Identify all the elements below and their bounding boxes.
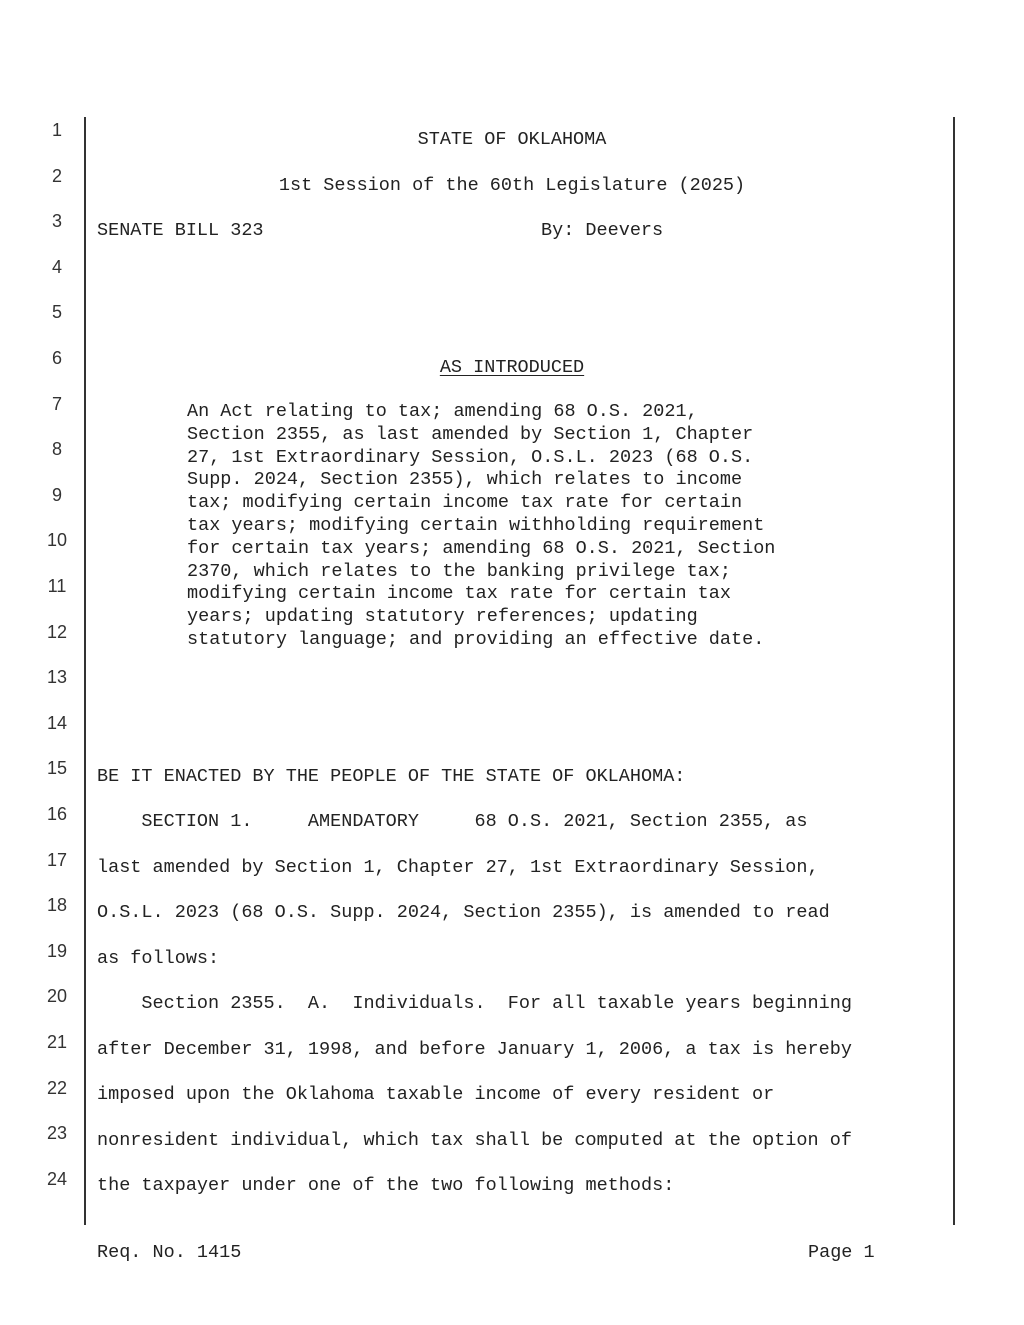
left-margin-rule: [84, 117, 86, 1225]
title-line: years; updating statutory references; updating: [187, 606, 698, 628]
line-number: 13: [46, 667, 68, 688]
title-line: tax years; modifying certain withholding requirement: [187, 514, 765, 536]
title-line: Supp. 2024, Section 2355), which relates to income: [187, 469, 743, 491]
body-line: imposed upon the Oklahoma taxable income of every resident or: [97, 1084, 775, 1105]
request-number: Req. No. 1415: [97, 1242, 242, 1263]
line-number: 20: [46, 986, 68, 1007]
title-line: for certain tax years; amending 68 O.S. 2021, Section: [187, 537, 776, 559]
bill-number: SENATE BILL 323: [97, 220, 264, 241]
title-line: statutory language; and providing an effective date.: [187, 628, 765, 650]
body-line: as follows:: [97, 947, 220, 969]
body-line: nonresident individual, which tax shall be computed at the option of: [97, 1129, 852, 1151]
status-label: AS INTRODUCED: [439, 357, 585, 378]
line-number: 23: [46, 1123, 68, 1144]
status-heading: [97, 357, 927, 379]
line-number: 19: [46, 940, 68, 961]
right-margin-rule: [953, 117, 955, 1225]
line-number: 3: [51, 211, 62, 232]
title-line: An Act relating to tax; amending 68 O.S. 2021,: [187, 401, 698, 422]
line-number: 15: [46, 758, 68, 779]
title-line: Section 2355, as last amended by Section 1, Chapter: [187, 423, 754, 445]
body-line: O.S.L. 2023 (68 O.S. Supp. 2024, Section 2355), is amended to read: [97, 902, 830, 923]
line-number: 6: [51, 348, 62, 368]
line-number: 10: [46, 530, 68, 551]
line-number: 24: [46, 1168, 68, 1189]
enacting-clause: BE IT ENACTED BY THE PEOPLE OF THE STATE OF OKLAHOMA:: [97, 766, 686, 787]
title-line: 27, 1st Extraordinary Session, O.S.L. 2023 (68 O.S.: [187, 446, 754, 468]
body-line: the taxpayer under one of the two following methods:: [97, 1175, 675, 1196]
page-number: Page 1: [808, 1242, 875, 1263]
body-line: after December 31, 1998, and before January 1, 2006, a tax is hereby: [97, 1038, 852, 1060]
line-number: 21: [46, 1032, 68, 1052]
line-number: 8: [51, 439, 62, 460]
title-line: tax; modifying certain income tax rate for certain: [187, 492, 743, 514]
line-number: 2: [51, 165, 62, 186]
line-number: 16: [46, 804, 68, 824]
body-line: Section 2355. A. Individuals. For all taxable years beginning: [97, 993, 852, 1014]
bill-author: By: Deevers: [541, 220, 664, 241]
line-number: 12: [46, 621, 68, 642]
line-number: 22: [46, 1077, 68, 1098]
line-number: 18: [46, 895, 68, 916]
session-heading: 1st Session of the 60th Legislature (2025): [278, 175, 746, 196]
line-number: 14: [46, 712, 68, 733]
line-number: 7: [51, 393, 62, 414]
state-heading: STATE OF OKLAHOMA: [417, 129, 607, 150]
line-number: 9: [51, 484, 62, 505]
line-number: 5: [51, 302, 62, 323]
body-line: SECTION 1. AMENDATORY 68 O.S. 2021, Section 2355, as: [97, 811, 808, 832]
bill-title: [187, 401, 775, 652]
title-line: modifying certain income tax rate for certain tax: [187, 583, 731, 605]
line-number: 11: [47, 576, 67, 596]
line-number: 1: [51, 120, 62, 140]
line-number: 4: [51, 256, 62, 277]
title-line: 2370, which relates to the banking privilege tax;: [187, 560, 731, 582]
line-number: 17: [46, 849, 68, 870]
body-line: last amended by Section 1, Chapter 27, 1st Extraordinary Session,: [97, 856, 819, 878]
